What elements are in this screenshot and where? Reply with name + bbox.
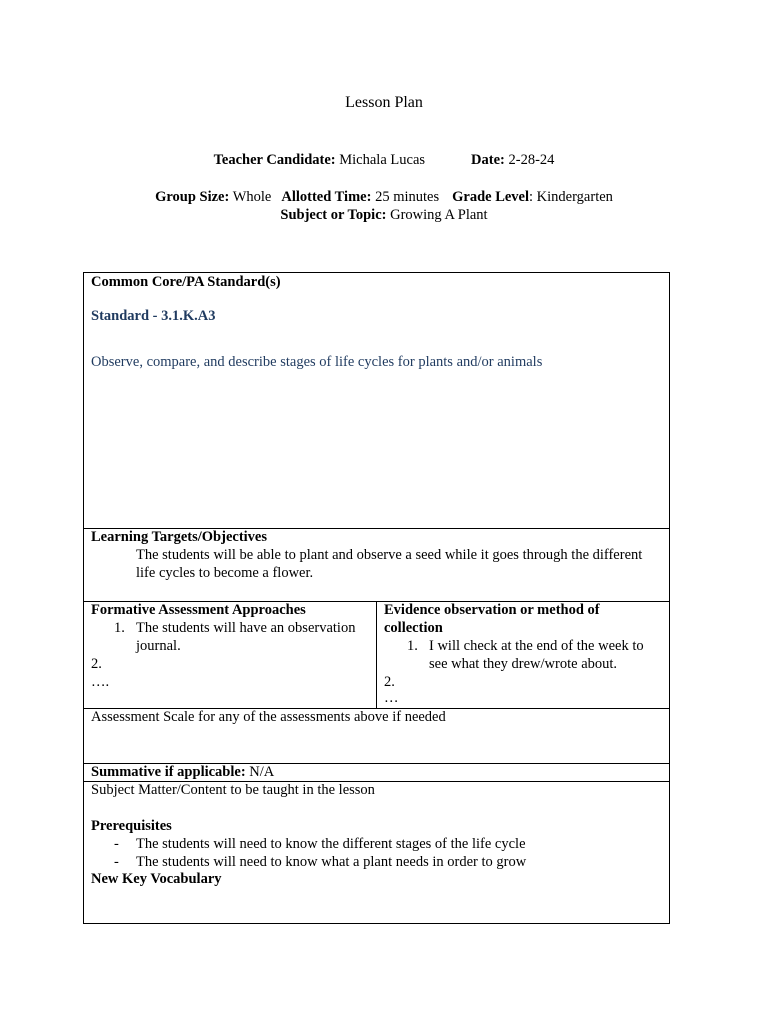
date-value: 2-28-24 (508, 152, 555, 168)
prereq-2-bullet: - (114, 854, 119, 870)
targets-heading: Learning Targets/Objectives (91, 529, 268, 545)
group-time-grade-line (0, 189, 768, 206)
summative-line (91, 764, 274, 781)
subject-matter-text: Subject Matter/Content to be taught in the lesson (91, 782, 375, 798)
standard-description: Observe, compare, and describe stages of life cycles for plants and/or animals (91, 354, 543, 370)
formative-cell (84, 602, 377, 708)
group-size-value: Whole (232, 189, 272, 205)
allotted-time-label: Allotted Time: (281, 189, 372, 205)
summative-section (84, 763, 669, 782)
formative-item-2-number: 2. (91, 656, 102, 672)
prereq-2-text: The students will need to know what a plant needs in order to grow (136, 854, 527, 870)
evidence-ellipsis: … (384, 690, 399, 706)
lesson-plan-table (83, 272, 670, 924)
group-size-label: Group Size: (155, 189, 230, 205)
evidence-heading-line-1: Evidence observation or method of (384, 602, 600, 618)
targets-line-2: life cycles to become a flower. (136, 565, 314, 581)
assessment-scale-text: Assessment Scale for any of the assessments above if needed (91, 709, 446, 725)
evidence-item-1-line-2: see what they drew/wrote about. (429, 656, 618, 672)
allotted-time-value: 25 minutes (375, 189, 440, 205)
grade-level-value: : Kindergarten (529, 189, 613, 205)
formative-heading: Formative Assessment Approaches (91, 602, 306, 618)
content-section (84, 781, 669, 923)
vocabulary-heading: New Key Vocabulary (91, 871, 222, 887)
evidence-item-2-number: 2. (384, 674, 395, 690)
formative-item-1-line-1: The students will have an observation (136, 620, 356, 636)
formative-item-1-number: 1. (114, 620, 125, 636)
page-title: Lesson Plan (345, 94, 423, 111)
formative-item-1-line-2: journal. (136, 638, 181, 654)
prereq-1-text: The students will need to know the different stages of the life cycle (136, 836, 526, 852)
evidence-item-1-line-1: I will check at the end of the week to (429, 638, 644, 654)
subject-line (0, 207, 768, 224)
grade-level-label: Grade Level (452, 189, 530, 205)
prereq-1-bullet: - (114, 836, 119, 852)
date-label: Date: (471, 152, 505, 168)
evidence-cell (377, 602, 669, 708)
subject-value: Growing A Plant (390, 207, 488, 223)
teacher-value: Michala Lucas (339, 152, 426, 168)
summative-label: Summative if applicable: (91, 764, 246, 780)
standards-heading: Common Core/PA Standard(s) (91, 274, 281, 290)
teacher-label: Teacher Candidate: (213, 152, 336, 168)
prerequisites-heading: Prerequisites (91, 818, 172, 834)
evidence-item-1-number: 1. (407, 638, 418, 654)
summative-value: N/A (249, 764, 275, 780)
teacher-date-line (0, 152, 768, 169)
formative-ellipsis: …. (91, 674, 110, 690)
targets-section (84, 528, 669, 601)
targets-line-1: The students will be able to plant and observe a seed while it goes through the different (136, 547, 643, 563)
standard-code: Standard - 3.1.K.A3 (91, 308, 216, 324)
assessment-scale-section (84, 708, 669, 763)
evidence-heading-line-2: collection (384, 620, 443, 636)
subject-label: Subject or Topic: (280, 207, 387, 223)
assessment-section (84, 601, 669, 708)
